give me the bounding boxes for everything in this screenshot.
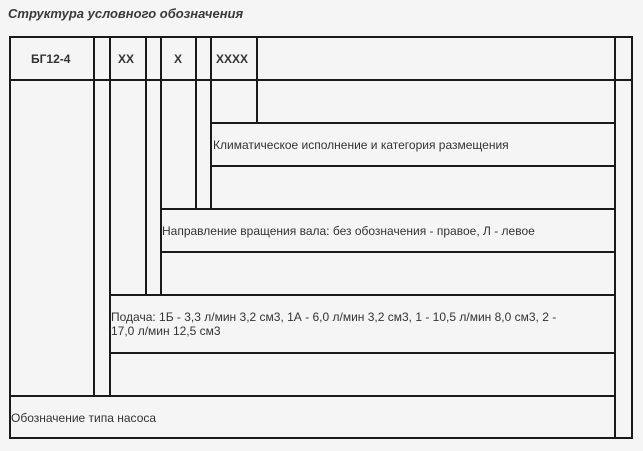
column-divider-1 [93,36,95,396]
feed-description-line-1: Подача: 1Б - 3,3 л/мин 3,2 см3, 1А - 6,0 л/мин 3,2 см3, 1 - 10,5 л/мин 8,0 см3, 2 - [111,310,557,324]
column-divider-7 [256,36,258,124]
row-divider-climate-top [210,122,616,124]
row-divider-climate-bottom [210,165,616,167]
feed-description-line-2: 17,0 л/мин 12,5 см3 [111,324,221,338]
row-divider-rotation-bottom [160,251,616,253]
rotation-description: Направление вращения вала: без обозначения - правое, Л - левое [162,224,535,238]
code-climate: ХХХХ [216,52,249,66]
code-rotation: Х [174,52,183,66]
header-row-divider [9,79,633,81]
row-divider-feed-bottom [109,352,616,354]
column-divider-5 [195,36,197,210]
frame-bottom-border [9,437,633,439]
code-feed: ХХ [118,52,135,66]
row-divider-rotation-top [160,208,616,210]
column-divider-3 [145,36,147,294]
row-divider-pump-top [9,395,616,397]
column-divider-8 [614,36,616,439]
row-divider-feed-top [109,294,616,296]
column-divider-2 [109,36,111,396]
feed-description [111,310,611,338]
pump-type-description: Обозначение типа насоса [11,411,157,425]
frame-right-border [631,36,633,439]
frame-left-border [9,36,11,439]
page-title: Структура условного обозначения [8,6,244,21]
frame-top-border [9,36,633,38]
climate-description: Климатическое исполнение и категория размещения [213,138,509,152]
code-pump-series: БГ12-4 [31,52,71,66]
column-divider-4 [160,36,162,294]
